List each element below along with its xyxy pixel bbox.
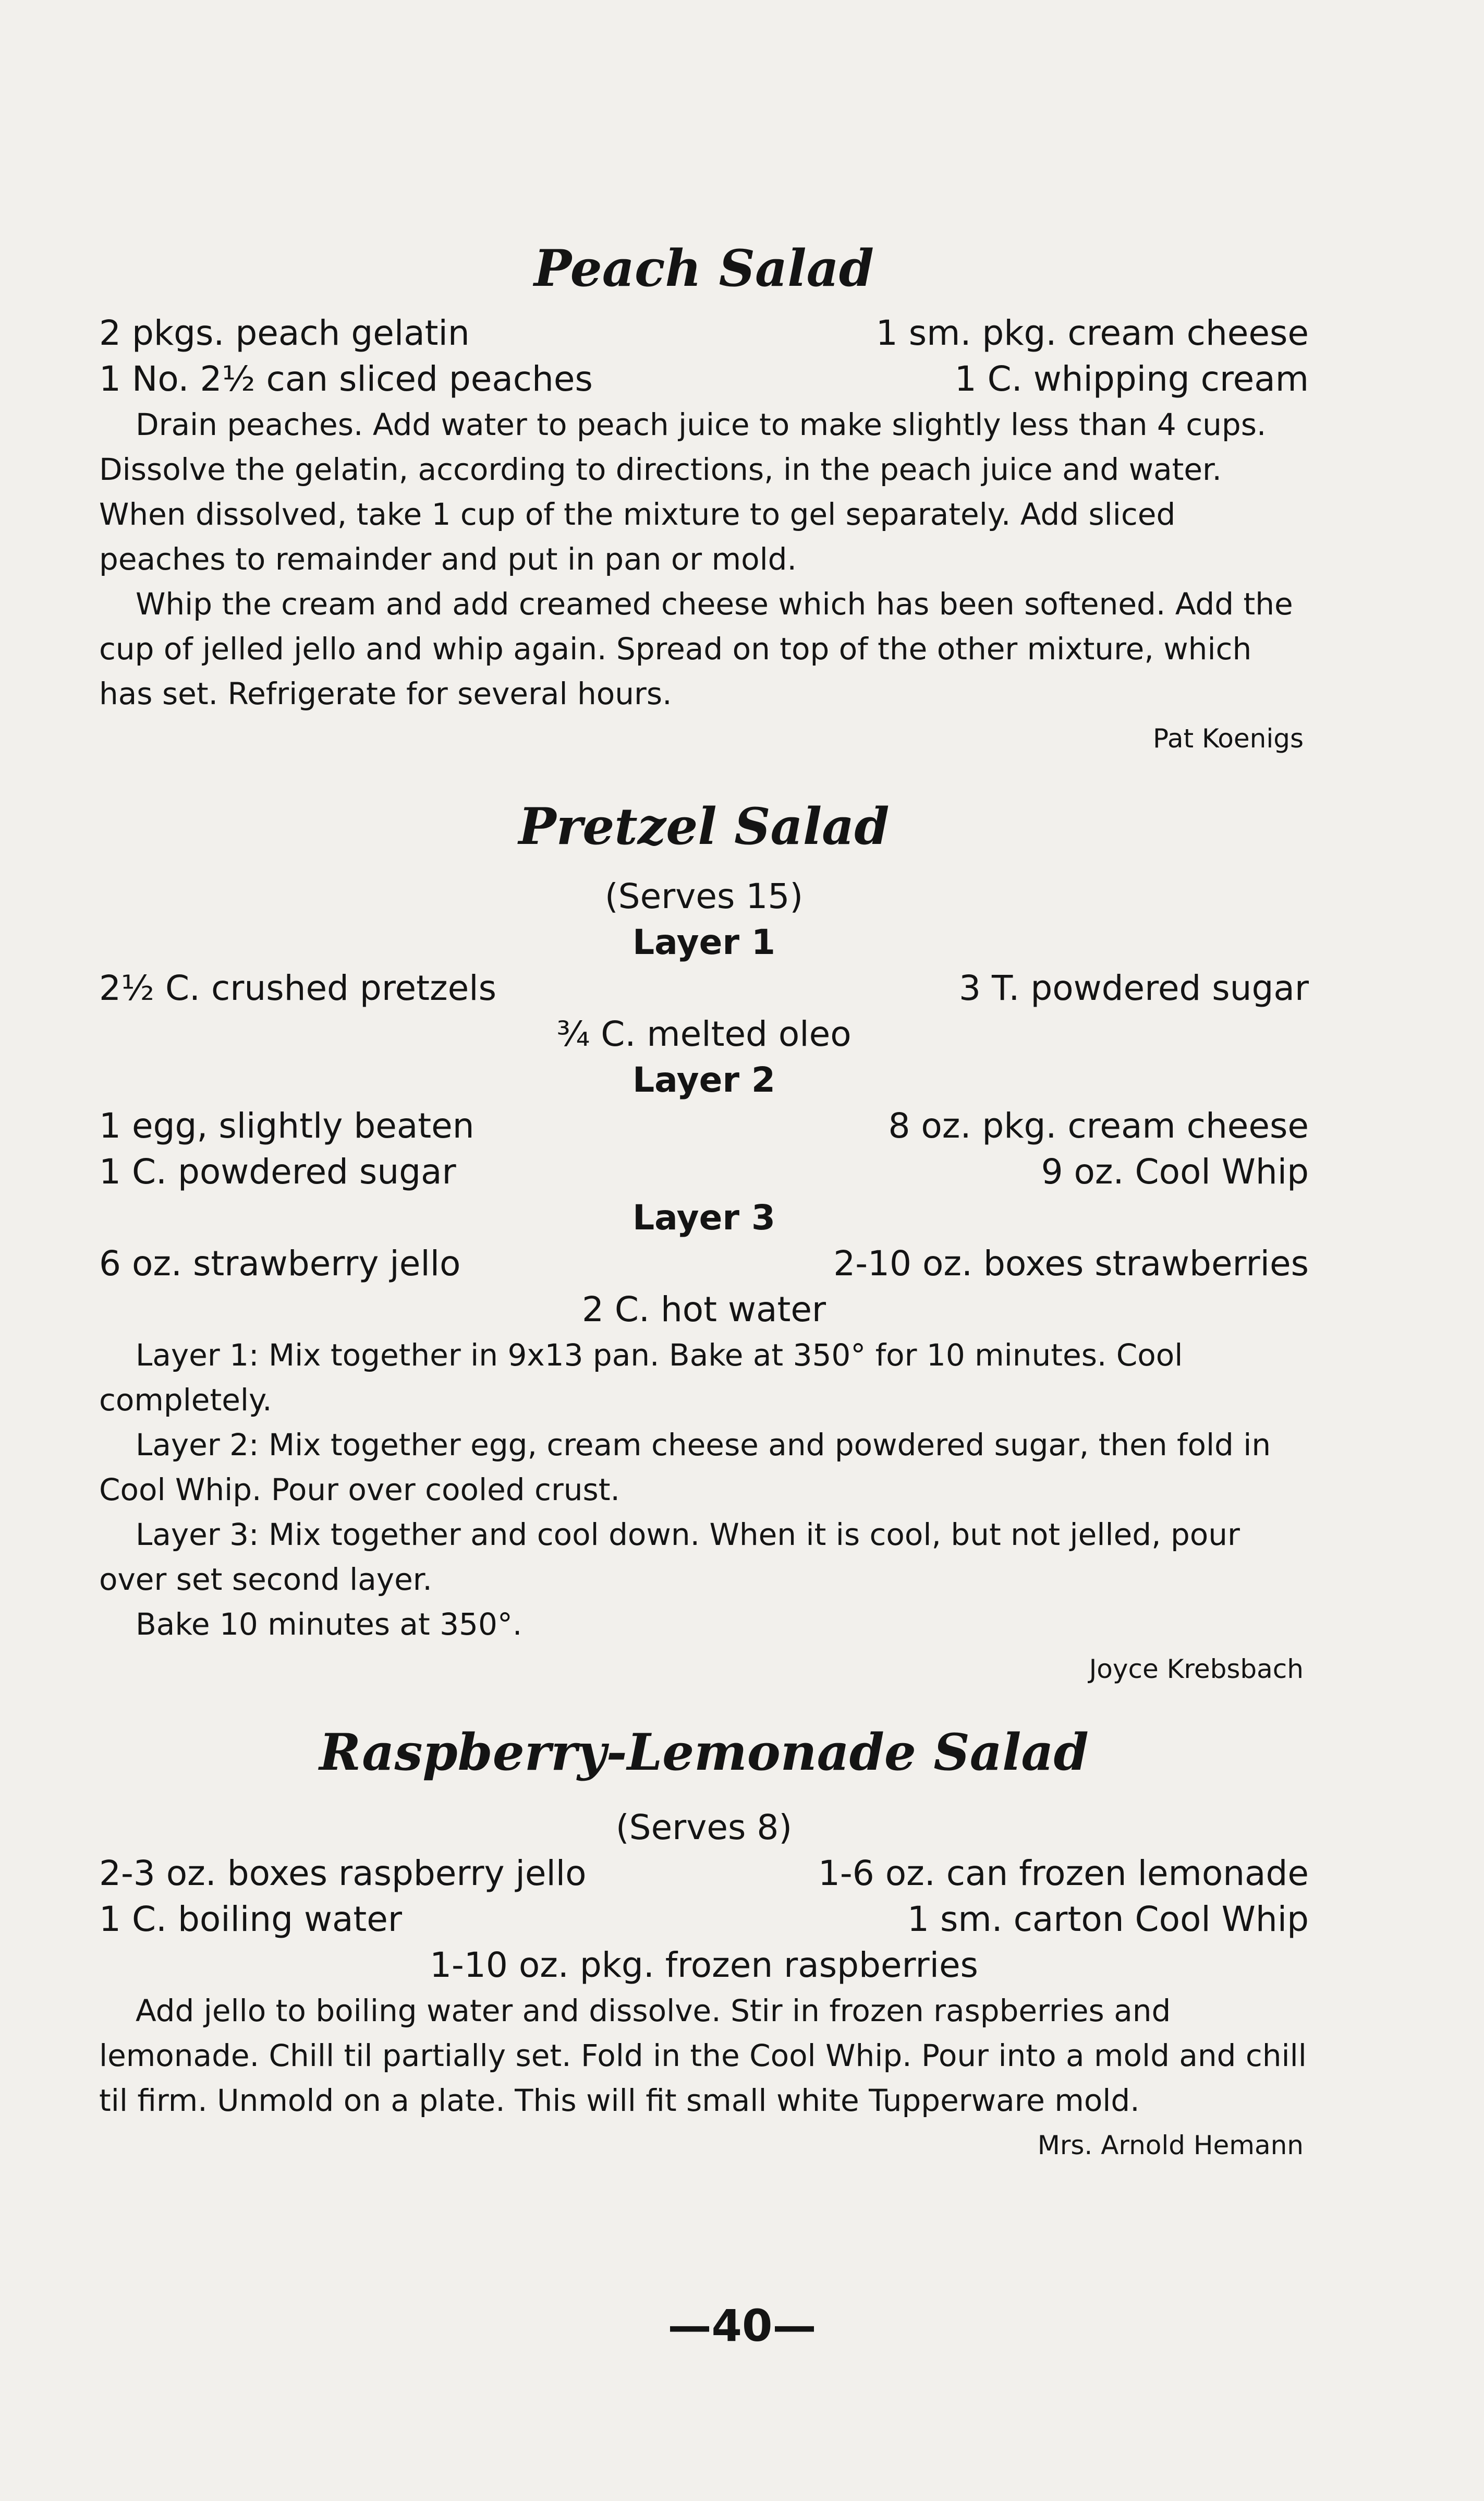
ingredient: 1-10 oz. pkg. frozen raspberries: [430, 1945, 978, 1985]
page-number: —40—: [667, 2300, 817, 2351]
ingredient-row: [99, 1103, 1309, 1149]
instructions-paragraph: Layer 1: Mix together in 9x13 pan. Bake at 350° for 10 minutes. Cool completely.: [99, 1337, 1183, 1418]
peach-salad-title: Peach Salad: [534, 239, 874, 298]
ingredient: 2 C. hot water: [581, 1289, 826, 1330]
ingredient-row: [99, 310, 1309, 356]
recipe-author: Joyce Krebsbach: [1089, 1654, 1304, 1684]
ingredient: 1 egg, slightly beaten: [99, 1106, 475, 1146]
pretzel-salad-title: Pretzel Salad: [518, 797, 890, 856]
instructions-paragraph: Bake 10 minutes at 350°.: [136, 1606, 522, 1642]
ingredient: 2½ C. crushed pretzels: [99, 968, 496, 1008]
ingredient-row: [99, 1851, 1309, 1896]
ingredient: 1 No. 2½ can sliced peaches: [99, 359, 593, 399]
peach-salad-recipe: [99, 237, 1309, 761]
instructions-paragraph: Add jello to boiling water and dissolve. Stir in frozen raspberries and lemonade. Chill til partially set. Fold in the Cool Whip. Pour into a mold and chill til firm. Unmold on a plate. This will fit small white Tupperware mold.: [99, 1993, 1307, 2118]
ingredient-row: [99, 1241, 1309, 1287]
instructions-paragraph: Whip the cream and add creamed cheese which has been softened. Add the cup of jelled jello and whip again. Spread on top of the other mixture, which has set. Refrigerate for several hours.: [99, 586, 1293, 711]
ingredient: 2-3 oz. boxes raspberry jello: [99, 1853, 587, 1893]
ingredient-row: [99, 1149, 1309, 1195]
ingredient: ¾ C. melted oleo: [556, 1014, 852, 1054]
ingredient: 9 oz. Cool Whip: [1041, 1152, 1309, 1192]
ingredient-row: [99, 356, 1309, 402]
ingredient: 1-6 oz. can frozen lemonade: [818, 1853, 1309, 1893]
pretzel-salad-recipe: [99, 795, 1309, 1692]
ingredient: 1 C. powdered sugar: [99, 1152, 456, 1192]
ingredient: 1 sm. carton Cool Whip: [907, 1899, 1309, 1939]
instructions-paragraph: Layer 2: Mix together egg, cream cheese and powdered sugar, then fold in Cool Whip. Pour over cooled crust.: [99, 1427, 1271, 1507]
ingredient: 1 C. boiling water: [99, 1899, 403, 1939]
layer-1-heading: Layer 1: [632, 922, 775, 962]
instructions-paragraph: Layer 3: Mix together and cool down. When it is cool, but not jelled, pour over set second layer.: [99, 1517, 1240, 1597]
instructions-paragraph: Drain peaches. Add water to peach juice to make slightly less than 4 cups. Dissolve the gelatin, according to directions, in the peach juice and water. When dissolved, take 1 cup of the mixture to gel separately. Add sliced peaches to remainder and put in pan or mold.: [99, 407, 1267, 577]
recipe-author: Pat Koenigs: [1152, 723, 1304, 754]
recipe-author: Mrs. Arnold Hemann: [1037, 2130, 1304, 2160]
ingredient: 1 C. whipping cream: [954, 359, 1309, 399]
ingredient-row: [99, 965, 1309, 1011]
layer-3-heading: Layer 3: [632, 1198, 775, 1238]
ingredient: 1 sm. pkg. cream cheese: [875, 313, 1309, 353]
ingredient: 8 oz. pkg. cream cheese: [888, 1106, 1309, 1146]
raspberry-lemonade-salad-title: Raspberry-Lemonade Salad: [319, 1723, 1089, 1782]
ingredient-row: [99, 1896, 1309, 1942]
serves-label: (Serves 15): [604, 876, 804, 916]
serves-label: (Serves 8): [615, 1807, 793, 1847]
layer-2-heading: Layer 2: [632, 1060, 775, 1100]
ingredient: 3 T. powdered sugar: [958, 968, 1309, 1008]
ingredient: 2 pkgs. peach gelatin: [99, 313, 470, 353]
ingredient: 6 oz. strawberry jello: [99, 1243, 461, 1284]
ingredient: 2-10 oz. boxes strawberries: [833, 1243, 1309, 1284]
raspberry-lemonade-salad-recipe: [99, 1721, 1309, 2168]
